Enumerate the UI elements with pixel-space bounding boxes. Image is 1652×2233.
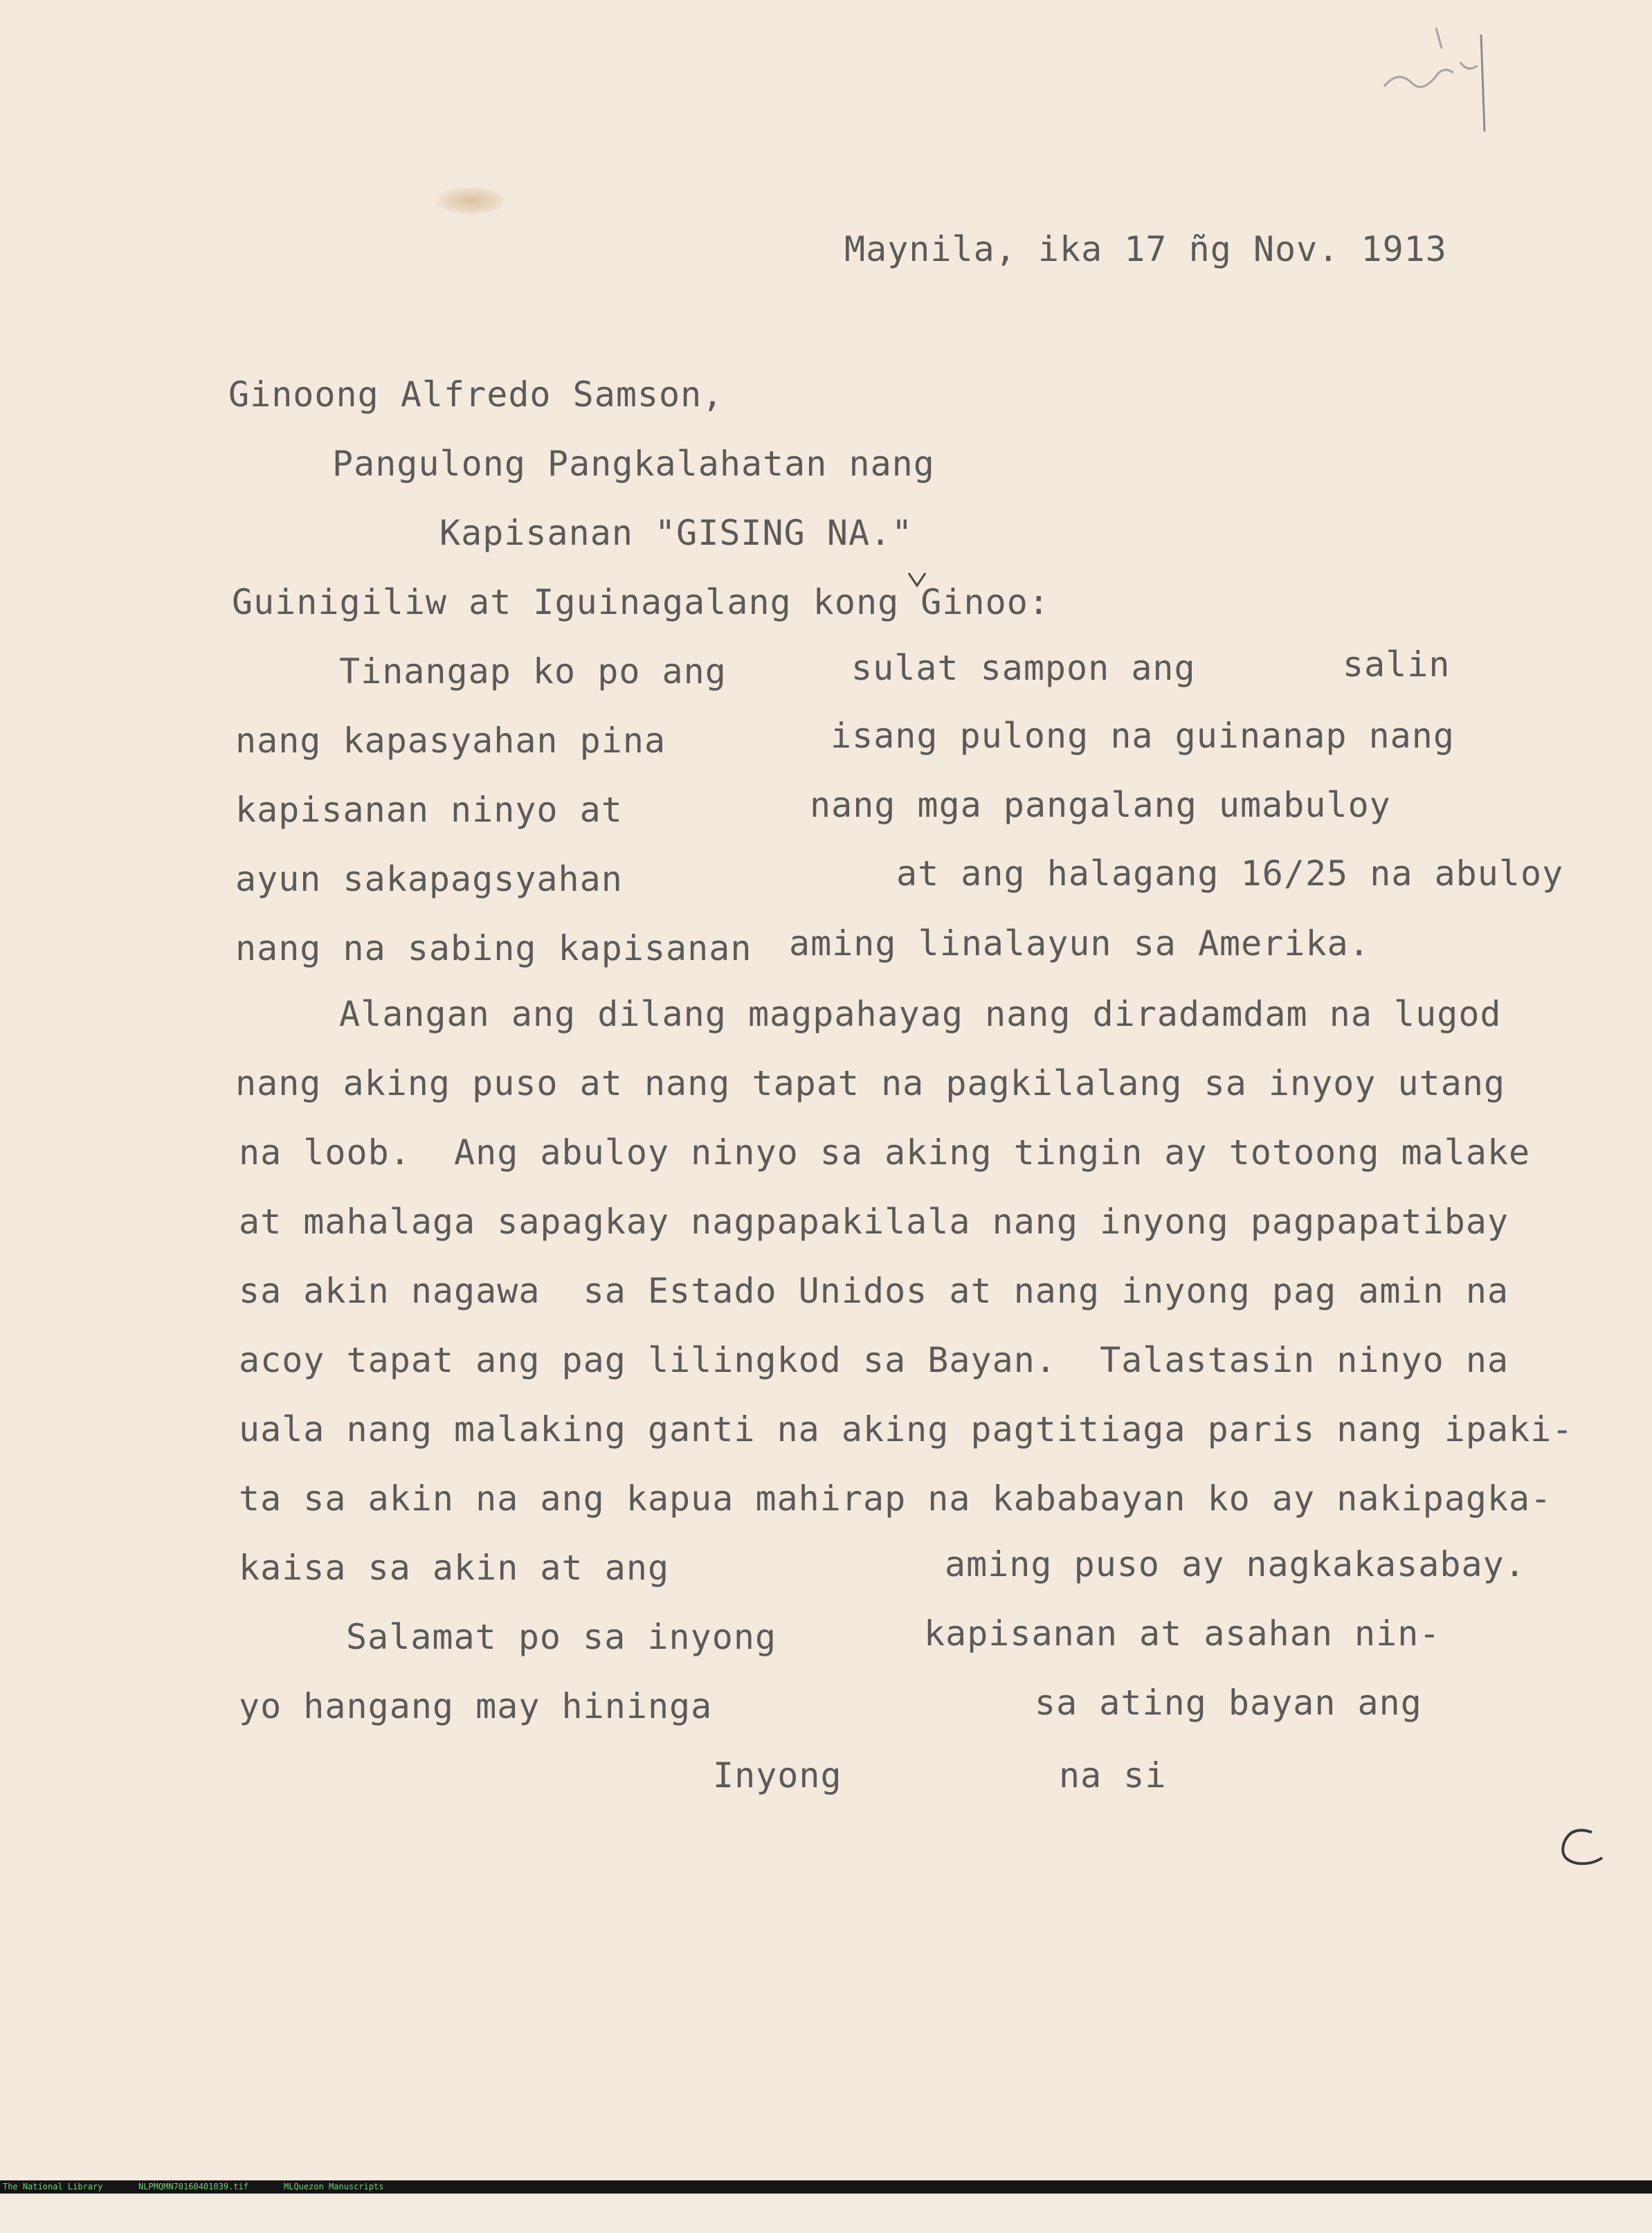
footer-library: The National Library: [3, 2182, 103, 2191]
p2-line2: nang aking puso at nang tapat na pagkilalang sa inyoy utang: [235, 1063, 1506, 1103]
recipient-organization: Kapisanan "GISING NA.": [439, 513, 914, 553]
p1-line3-middle: nang mga pangalang umabuloy: [810, 785, 1391, 825]
p3-line1-left: Salamat po sa inyong: [346, 1617, 777, 1657]
p2-line6: acoy tapat ang pag lilingkod sa Bayan. Talastasin ninyo na: [239, 1340, 1509, 1380]
handwritten-corner-letter: [1550, 1824, 1606, 1872]
p1-line5-middle: aming linalayun sa Amerika.: [789, 923, 1370, 964]
closing-right: na si: [1059, 1755, 1167, 1796]
pencil-annotation-mark: [1377, 21, 1502, 138]
p2-line5: sa akin nagawa sa Estado Unidos at nang inyong pag amin na: [239, 1271, 1509, 1311]
p2-line3: na loob. Ang abuloy ninyo sa aking tingin ay totoong malake: [239, 1132, 1531, 1173]
p1-line2-left: nang kapasyahan pina: [235, 721, 666, 761]
recipient-title: Pangulong Pangkalahatan nang: [332, 444, 935, 484]
footer-file: NLPMQMN70160401039.tif: [138, 2182, 248, 2191]
p2-line4: at mahalaga sapagkay nagpapakilala nang inyong pagpapatibay: [239, 1202, 1509, 1242]
p3-line2-right: sa ating bayan ang: [1035, 1683, 1422, 1723]
closing-left: Inyong: [713, 1755, 842, 1796]
p3-line1-right: kapisanan at asahan nin-: [924, 1613, 1441, 1654]
p2-line9-left: kaisa sa akin at ang: [239, 1548, 670, 1588]
p1-line1-right: salin: [1343, 644, 1451, 685]
p1-line5-left: nang na sabing kapisanan: [235, 928, 752, 968]
p1-line1-left: Tinangap ko po ang: [339, 651, 727, 691]
p1-line2-middle: isang pulong na guinanap nang: [830, 716, 1455, 756]
p2-line1: Alangan ang dilang magpahayag nang diradamdam na lugod: [339, 994, 1502, 1034]
dateline: Maynila, ika 17 ñg Nov. 1913: [844, 229, 1447, 269]
footer-collection: MLQuezon Manuscripts: [284, 2182, 384, 2191]
handwritten-accent-mark: [907, 571, 927, 589]
recipient-name: Ginoong Alfredo Samson,: [228, 374, 724, 415]
greeting: Guinigiliw at Iguinagalang kong Ginoo:: [232, 582, 1050, 622]
archive-footer: [0, 2180, 1652, 2194]
p2-line9-right: aming puso ay nagkakasabay.: [945, 1544, 1526, 1584]
p3-line2-left: yo hangang may hininga: [239, 1686, 713, 1726]
paper-stain: [436, 187, 505, 215]
p1-line3-left: kapisanan ninyo at: [235, 790, 623, 830]
p1-line4-middle: at ang halagang 16/25 na abuloy: [896, 853, 1564, 894]
p1-line1-middle: sulat sampon ang: [851, 648, 1196, 688]
p2-line7: uala nang malaking ganti na aking pagtitiaga paris nang ipaki-: [239, 1409, 1574, 1449]
p1-line4-left: ayun sakapagsyahan: [235, 859, 623, 899]
p2-line8: ta sa akin na ang kapua mahirap na kababayan ko ay nakipagka-: [239, 1479, 1552, 1519]
